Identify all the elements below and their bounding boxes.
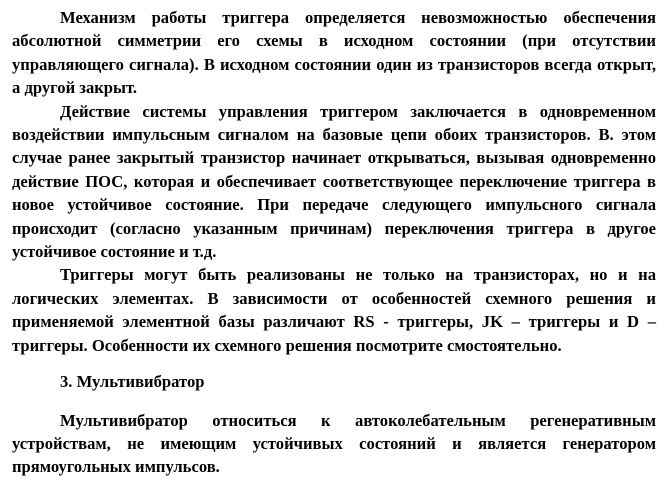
section-number: 3. [60,372,73,392]
paragraph-multivibrator: Мультивибратор относиться к автоколебательным регенеративным устройствам, не имеющим устойчивых состояний и является генератором прямоугольных импульсов. [12,410,656,477]
paragraph-trigger-mechanism: Механизм работы триггера определяется невозможностью обеспечения абсолютной симметрии его схемы в исходном состоянии (при отсутствии управляющего сигнала). В исходном состоянии один из транзисторов всегда открыт, а другой закрыт. [12,8,656,98]
paragraph-trigger-control: Действие системы управления триггером заключается в одновременном воздействии импульсным сигналом на базовые цепи обоих транзисторов. В. этом случае ранее закрытый транзистор начинает открываться, вызывая одновременно действие ПОС, которая и обеспечивает соответствующее переключение триггера в новое устойчивое состояние. При передаче следующего импульсного сигнала происходит (согласно указанным причинам) переключения триггера в другое устойчивое состояние и т.д. [12,101,656,262]
section-heading [12,370,656,393]
section-title: Мультивибратор [76,372,205,392]
paragraph-trigger-types: Триггеры могут быть реализованы не только на транзисторах, но и на логических элементах. В зависимости от особенностей схемного решения и применяемой элементной базы различают RS - триггеры, JK – триггеры и D – триггеры. Особенности их схемного решения посмотрите смостоятельно. [12,265,656,355]
